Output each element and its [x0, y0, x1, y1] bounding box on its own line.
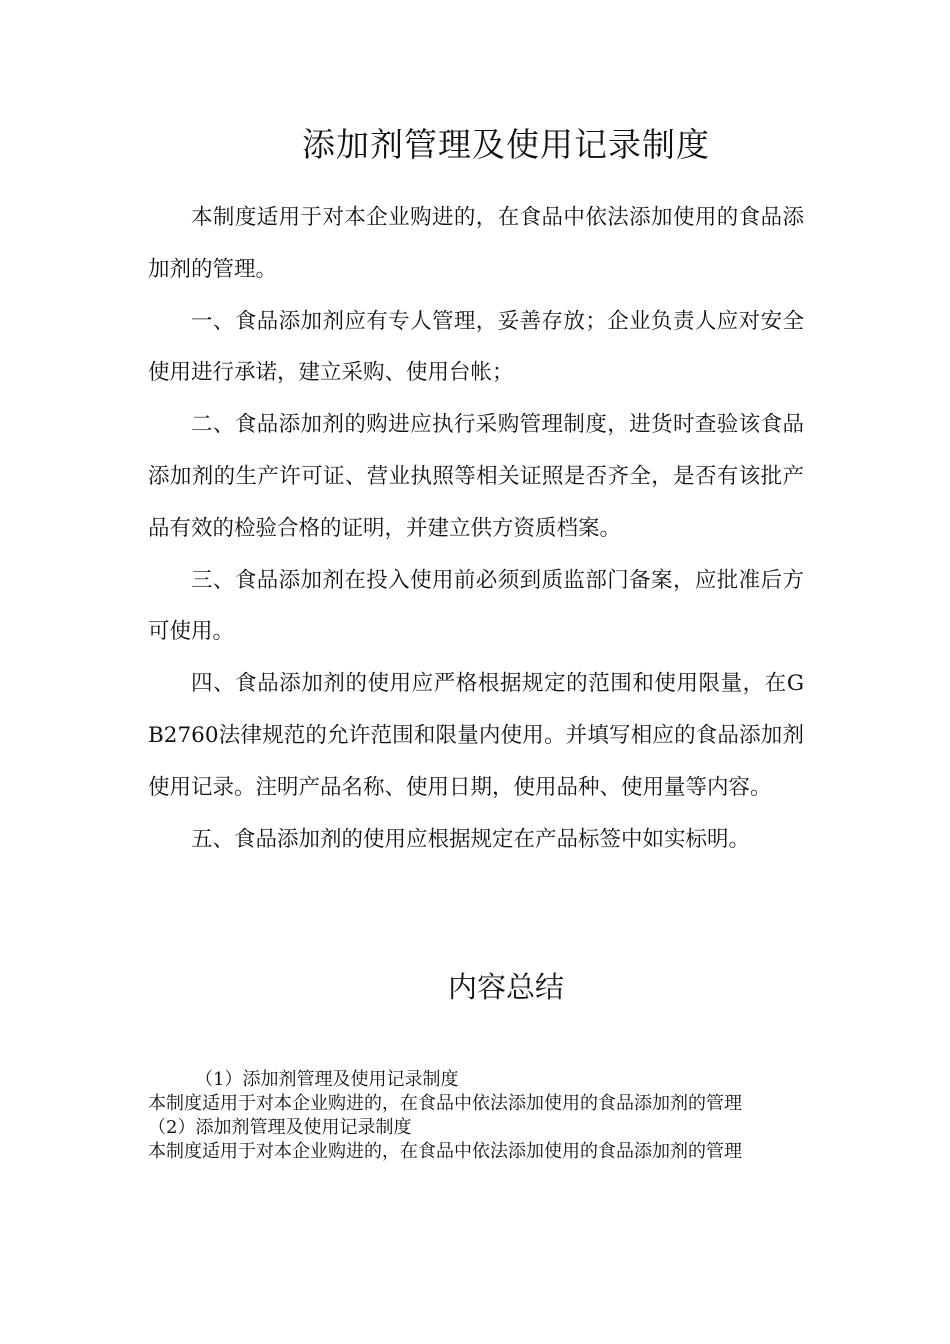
summary-item-heading: （2）添加剂管理及使用记录制度 — [148, 1117, 412, 1138]
paragraph-scope: 本制度适用于对本企业购进的，在食品中依法添加使用的食品添加剂的管理。 — [148, 205, 804, 282]
document-body — [148, 192, 804, 865]
paragraph-rule-3: 三、食品添加剂在投入使用前必须到质监部门备案，应批准后方可使用。 — [148, 567, 804, 645]
summary-section — [148, 1068, 798, 1164]
summary-item-heading: （1）添加剂管理及使用记录制度 — [195, 1069, 459, 1090]
paragraph-rule-4: 四、食品添加剂的使用应严格根据规定的范围和使用限量，在GB2760法律规范的允许范围和限量内使用。并填写相应的食品添加剂使用记录。注明产品名称、使用日期，使用品种、使用量等内容。 — [148, 671, 804, 800]
paragraph-rule-2: 二、食品添加剂的购进应执行采购管理制度，进货时查验该食品添加剂的生产许可证、营业执照等相关证照是否齐全，是否有该批产品有效的检验合格的证明，并建立供方资质档案。 — [148, 412, 804, 541]
summary-item-text: 本制度适用于对本企业购进的，在食品中依法添加使用的食品添加剂的管理 — [148, 1093, 742, 1114]
paragraph-rule-1: 一、食品添加剂应有专人管理，妥善存放；企业负责人应对安全使用进行承诺，建立采购、使用台帐； — [148, 308, 804, 386]
paragraph-rule-5: 五、食品添加剂的使用应根据规定在产品标签中如实标明。 — [191, 826, 751, 852]
document-title: 添加剂管理及使用记录制度 — [302, 125, 710, 164]
summary-title: 内容总结 — [447, 970, 564, 1004]
summary-item-text: 本制度适用于对本企业购进的，在食品中依法添加使用的食品添加剂的管理 — [148, 1141, 742, 1162]
